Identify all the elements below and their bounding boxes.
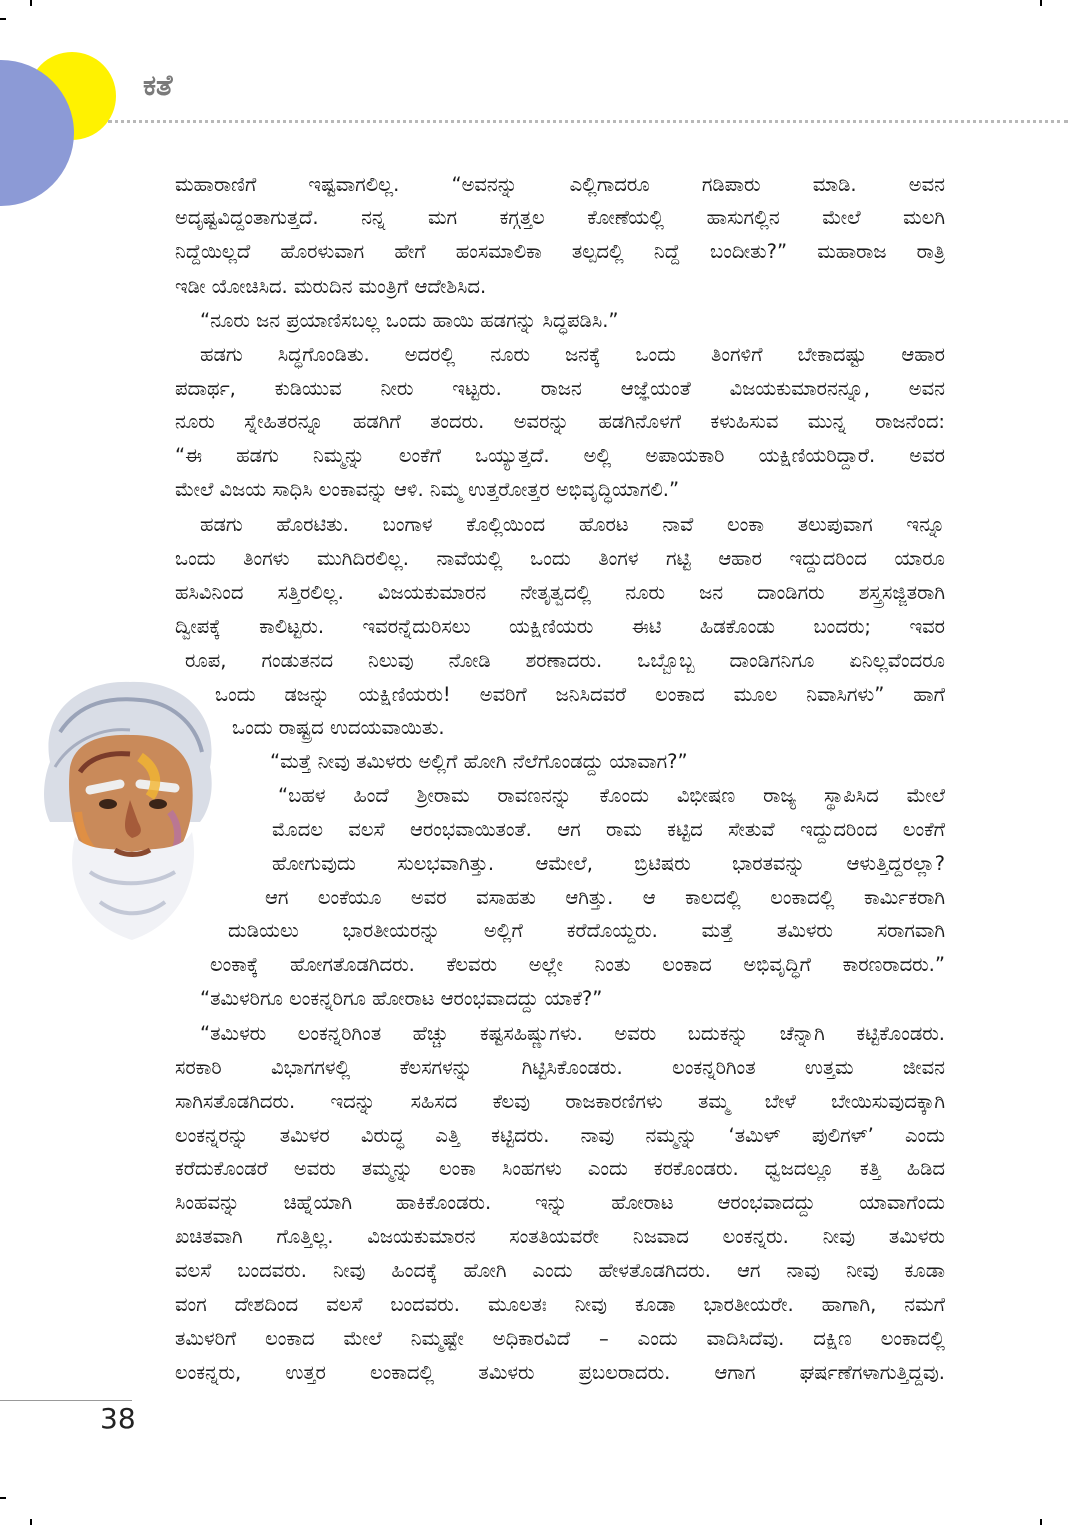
text-line: ತಮಿಳರಿಗೆ ಲಂಕಾದ ಮೇಲೆ ನಿಮ್ಮಷ್ಟೇ ಅಧಿಕಾರವಿದೆ – ಎಂದು ವಾದಿಸಿದೆವು. ದಕ್ಷಿಣ ಲಂಕಾದಲ್ಲಿ [175,1327,945,1350]
text-line: ಪದಾರ್ಥ, ಕುಡಿಯುವ ನೀರು ಇಟ್ಟರು. ರಾಜನ ಆಜ್ಞೆಯಂತೆ ವಿಜಯಕುಮಾರನನ್ನೂ, ಅವನ [175,377,945,400]
text-line: ಸರಕಾರಿ ವಿಭಾಗಗಳಲ್ಲಿ ಕೆಲಸಗಳನ್ನು ಗಿಟ್ಟಿಸಿಕೊಂಡರು. ಲಂಕನ್ನರಿಗಿಂತ ಉತ್ತಮ ಜೀವನ [175,1056,945,1079]
text-line: ಮಹಾರಾಣಿಗೆ ಇಷ್ಟವಾಗಲಿಲ್ಲ. “ಅವನನ್ನು ಎಲ್ಲಿಗಾದರೂ ಗಡಿಪಾರು ಮಾಡಿ. ಅವನ [175,173,945,196]
text-line: “ನೂರು ಜನ ಪ್ರಯಾಣಿಸಬಲ್ಲ ಒಂದು ಹಾಯಿ ಹಡಗನ್ನು ಸಿದ್ಧಪಡಿಸಿ.” [200,309,619,332]
text-line: ಮೊದಲ ವಲಸೆ ಆರಂಭವಾಯಿತಂತೆ. ಆಗ ರಾಮ ಕಟ್ಟಿದ ಸೇತುವೆ ಇದ್ದುದರಿಂದ ಲಂಕೆಗೆ [272,818,945,841]
text-line: ದ್ವೀಪಕ್ಕೆ ಕಾಲಿಟ್ಟರು. ಇವರನ್ನೆದುರಿಸಲು ಯಕ್ಷಿಣಿಯರು ಈಟಿ ಹಿಡಕೊಂಡು ಬಂದರು; ಇವರ [175,615,945,638]
section-title: ಕತೆ [143,68,173,102]
text-line: ಖಚಿತವಾಗಿ ಗೊತ್ತಿಲ್ಲ. ವಿಜಯಕುಮಾರನ ಸಂತತಿಯವರೇ ನಿಜವಾದ ಲಂಕನ್ನರು. ನೀವು ತಮಿಳರು [175,1225,945,1248]
text-line: ಲಂಕನ್ನರು, ಉತ್ತರ ಲಂಕಾದಲ್ಲಿ ತಮಿಳರು ಪ್ರಬಲರಾದರು. ಆಗಾಗ ಘರ್ಷಣೆಗಳಾಗುತ್ತಿದ್ದವು. [175,1361,945,1384]
text-line: ಇಡೀ ಯೋಚಿಸಿದ. ಮರುದಿನ ಮಂತ್ರಿಗೆ ಆದೇಶಿಸಿದ. [175,275,487,298]
corner-decoration [0,0,130,210]
text-line: ಅದೃಷ್ಟವಿದ್ದಂತಾಗುತ್ತದೆ. ನನ್ನ ಮಗ ಕಗ್ಗತ್ತಲ ಕೋಣೆಯಲ್ಲಿ ಹಾಸುಗಲ್ಲಿನ ಮೇಲೆ ಮಲಗಿ [175,206,945,229]
crop-mark [30,1519,32,1525]
text-line: “ಬಹಳ ಹಿಂದೆ ಶ್ರೀರಾಮ ರಾವಣನನ್ನು ಕೊಂದು ವಿಭೀಷಣ ರಾಜ್ಯ ಸ್ಥಾಪಿಸಿದ ಮೇಲೆ [278,784,945,807]
text-line: “ಈ ಹಡಗು ನಿಮ್ಮನ್ನು ಲಂಕೆಗೆ ಒಯ್ಯುತ್ತದೆ. ಅಲ್ಲಿ ಅಪಾಯಕಾರಿ ಯಕ್ಷಿಣಿಯರಿದ್ದಾರೆ. ಅವರ [175,444,945,467]
crop-mark [1040,0,1042,6]
text-line: “ಮತ್ತೆ ನೀವು ತಮಿಳರು ಅಲ್ಲಿಗೆ ಹೋಗಿ ನೆಲೆಗೊಂಡದ್ದು ಯಾವಾಗ?” [270,750,688,773]
text-line: ವಲಸೆ ಬಂದವರು. ನೀವು ಹಿಂದಕ್ಕೆ ಹೋಗಿ ಎಂದು ಹೇಳತೊಡಗಿದರು. ಆಗ ನಾವು ನೀವು ಕೂಡಾ [175,1259,945,1282]
text-line: ಕರೆದುಕೊಂಡರೆ ಅವರು ತಮ್ಮನ್ನು ಲಂಕಾ ಸಿಂಹಗಳು ಎಂದು ಕರಕೊಂಡರು. ಧ್ವಜದಲ್ಲೂ ಕತ್ತಿ ಹಿಡಿದ [175,1157,945,1180]
text-line: “ತಮಿಳರು ಲಂಕನ್ನರಿಗಿಂತ ಹೆಚ್ಚು ಕಷ್ಟಸಹಿಷ್ಣುಗಳು. ಅವರು ಬದುಕನ್ನು ಚೆನ್ನಾಗಿ ಕಟ್ಟಿಕೊಂಡರು. [200,1022,945,1045]
text-line: ಹೋಗುವುದು ಸುಲಭವಾಗಿತ್ತು. ಆಮೇಲೆ, ಬ್ರಿಟಿಷರು ಭಾರತವನ್ನು ಆಳುತ್ತಿದ್ದರಲ್ಲಾ? [272,852,945,875]
text-line: ದುಡಿಯಲು ಭಾರತೀಯರನ್ನು ಅಲ್ಲಿಗೆ ಕರೆದೊಯ್ದರು. ಮತ್ತೆ ತಮಿಳರು ಸರಾಗವಾಗಿ [228,919,945,942]
dotted-rule [108,120,1068,123]
text-line: ಒಂದು ರಾಷ್ಟ್ರದ ಉದಯವಾಯಿತು. [232,716,445,739]
text-line: ವಂಗ ದೇಶದಿಂದ ವಲಸೆ ಬಂದವರು. ಮೂಲತಃ ನೀವು ಕೂಡಾ ಭಾರತೀಯರೇ. ಹಾಗಾಗಿ, ನಮಗೆ [175,1293,945,1316]
text-line: ನಿದ್ದೆಯಿಲ್ಲದೆ ಹೊರಳುವಾಗ ಹೇಗೆ ಹಂಸಮಾಲಿಕಾ ತಲ್ಪದಲ್ಲಿ ನಿದ್ದೆ ಬಂದೀತು?” ಮಹಾರಾಜ ರಾತ್ರಿ [175,240,945,263]
text-line: ಲಂಕಾಕ್ಕೆ ಹೋಗತೊಡಗಿದರು. ಕೆಲವರು ಅಲ್ಲೇ ನಿಂತು ಲಂಕಾದ ಅಭಿವೃದ್ಧಿಗೆ ಕಾರಣರಾದರು.” [210,953,945,976]
page-number: 38 [100,1402,136,1435]
text-line: ಹಡಗು ಹೊರಟಿತು. ಬಂಗಾಳ ಕೊಲ್ಲಿಯಿಂದ ಹೊರಟ ನಾವೆ ಲಂಕಾ ತಲುಪುವಾಗ ಇನ್ನೂ [200,513,945,536]
text-line: ಸಿಂಹವನ್ನು ಚಿಹ್ನೆಯಾಗಿ ಹಾಕಿಕೊಂಡರು. ಇನ್ನು ಹೋರಾಟ ಆರಂಭವಾದದ್ದು ಯಾವಾಗೆಂದು [175,1191,945,1214]
old-man-portrait-icon [20,672,230,944]
text-line: ಸಾಗಿಸತೊಡಗಿದರು. ಇದನ್ನು ಸಹಿಸದ ಕೆಲವು ರಾಜಕಾರಣಿಗಳು ತಮ್ಮ ಬೇಳೆ ಬೇಯಿಸುವುದಕ್ಕಾಗಿ [175,1090,945,1113]
text-line: ಹಡಗು ಸಿದ್ಧಗೊಂಡಿತು. ಅದರಲ್ಲಿ ನೂರು ಜನಕ್ಕೆ ಒಂದು ತಿಂಗಳಿಗೆ ಬೇಕಾದಷ್ಟು ಆಹಾರ [200,343,945,366]
text-line: ಒಂದು ತಿಂಗಳು ಮುಗಿದಿರಲಿಲ್ಲ. ನಾವೆಯಲ್ಲಿ ಒಂದು ತಿಂಗಳ ಗಟ್ಟಿ ಆಹಾರ ಇದ್ದುದರಿಂದ ಯಾರೂ [175,547,945,570]
text-line: ಮೇಲೆ ವಿಜಯ ಸಾಧಿಸಿ ಲಂಕಾವನ್ನು ಆಳಿ. ನಿಮ್ಮ ಉತ್ತರೋತ್ತರ ಅಭಿವೃದ್ಧಿಯಾಗಲಿ.” [175,478,680,501]
text-line: ಒಂದು ಡಜನ್ನು ಯಕ್ಷಿಣಿಯರು! ಅವರಿಗೆ ಜನಿಸಿದವರೆ ಲಂಕಾದ ಮೂಲ ನಿವಾಸಿಗಳು” ಹಾಗೆ [215,683,945,706]
text-line: “ತಮಿಳರಿಗೂ ಲಂಕನ್ನರಿಗೂ ಹೋರಾಟ ಆರಂಭವಾದದ್ದು ಯಾಕೆ?” [200,987,603,1010]
crop-mark [1040,1519,1042,1525]
text-line: ಲಂಕನ್ನರನ್ನು ತಮಿಳರ ವಿರುದ್ಧ ಎತ್ತಿ ಕಟ್ಟಿದರು. ನಾವು ನಮ್ಮನ್ನು ‘ತಮಿಳ್ ಪುಲಿಗಳ್’ ಎಂದು [175,1124,945,1147]
text-line: ರೂಪ, ಗಂಡುತನದ ನಿಲುವು ನೋಡಿ ಶರಣಾದರು. ಒಬ್ಬೊಬ್ಬ ದಾಂಡಿಗನಿಗೂ ಏನಿಲ್ಲವೆಂದರೂ [185,649,945,672]
crop-mark [0,1497,6,1499]
text-line: ಹಸಿವಿನಿಂದ ಸತ್ತಿರಲಿಲ್ಲ. ವಿಜಯಕುಮಾರನ ನೇತೃತ್ವದಲ್ಲಿ ನೂರು ಜನ ದಾಂಡಿಗರು ಶಸ್ತ್ರಸಜ್ಜಿತರಾಗಿ [175,581,945,604]
text-line: ನೂರು ಸ್ನೇಹಿತರನ್ನೂ ಹಡಗಿಗೆ ತಂದರು. ಅವರನ್ನು ಹಡಗಿನೊಳಗೆ ಕಳುಹಿಸುವ ಮುನ್ನ ರಾಜನೆಂದ: [175,410,945,433]
text-line: ಆಗ ಲಂಕೆಯೂ ಅವರ ವಸಾಹತು ಆಗಿತ್ತು. ಆ ಕಾಲದಲ್ಲಿ ಲಂಕಾದಲ್ಲಿ ಕಾರ್ಮಿಕರಾಗಿ [265,886,945,909]
footer-rule [0,1400,132,1401]
